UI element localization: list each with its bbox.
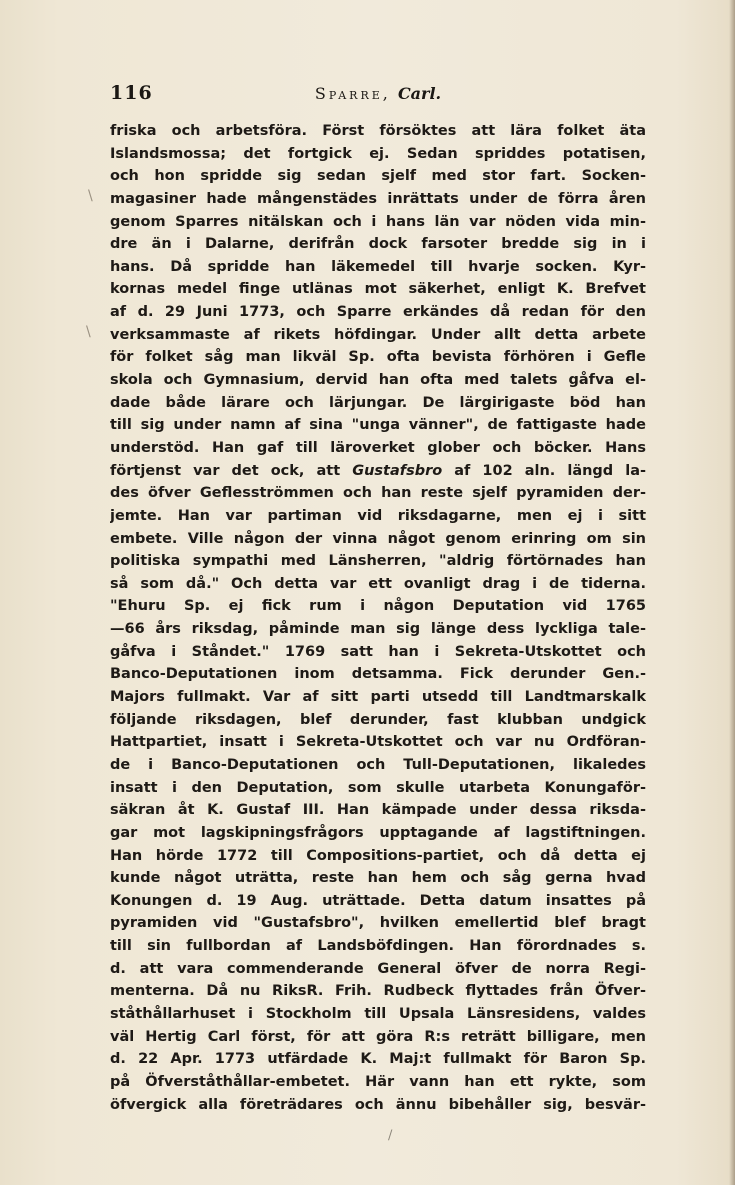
- page-edge-shadow: [729, 0, 735, 1185]
- text-line: Han hörde 1772 till Compositions-partiet, och då detta ej: [110, 847, 646, 864]
- text-line: för folket såg man likväl Sp. ofta bevista förhören i Gefle: [110, 349, 646, 366]
- text-line: embete. Ville någon der vinna något genom erinring om sin: [110, 530, 646, 547]
- running-head-name: Sparre,: [314, 84, 391, 103]
- text-line: hans. Då spridde han läkemedel till hvarje socken. Kyr-: [110, 258, 646, 275]
- text-line: skola och Gymnasium, dervid han ofta med talets gåfva el-: [110, 372, 646, 389]
- text-line: kornas medel finge utlänas mot säkerhet, enligt K. Brefvet: [110, 281, 646, 298]
- text-line: till sig under namn af sina "unga vänner", de fattigaste hade: [110, 417, 646, 434]
- page-number: 116: [110, 82, 153, 104]
- running-head-subject: Carl.: [397, 84, 442, 103]
- margin-mark: \: [88, 188, 93, 204]
- text-line: och hon spridde sig sedan sjelf med stor fart. Socken-: [110, 168, 646, 185]
- text-line: på Öfverståthållar-embetet. Här vann han ett rykte, som: [110, 1073, 646, 1090]
- text-line: menterna. Då nu RiksR. Frih. Rudbeck flyttades från Öfver-: [110, 983, 646, 1000]
- text-line: följande riksdagen, blef derunder, fast klubban undgick: [110, 711, 646, 728]
- text-line: d. att vara commenderande General öfver de norra Regi-: [110, 960, 646, 977]
- text-line: friska och arbetsföra. Först försöktes att lära folket äta: [110, 123, 646, 139]
- text-line: väl Hertig Carl först, för att göra R:s reträtt billigare, men: [110, 1028, 646, 1045]
- text-line: jemte. Han var partiman vid riksdagarne, men ej i sitt: [110, 507, 646, 524]
- text-line: så som då." Och detta var ett ovanligt drag i de tiderna.: [110, 575, 646, 592]
- text-line: de i Banco-Deputationen och Tull-Deputationen, likaledes: [110, 756, 646, 773]
- text-line: förtjenst var det ock, att Gustafsbro af 102 aln. längd la-: [110, 462, 646, 479]
- text-line: gar mot lagskipningsfrågors upptagande af lagstiftningen.: [110, 824, 646, 841]
- text-line: des öfver Geflesströmmen och han reste sjelf pyramiden der-: [110, 485, 646, 502]
- text-line: —66 års riksdag, påminde man sig länge dess lyckliga tale-: [110, 621, 646, 638]
- text-line: understöd. Han gaf till läroverket glober och böcker. Hans: [110, 439, 646, 456]
- text-line: Hattpartiet, insatt i Sekreta-Utskottet och var nu Ordföran-: [110, 734, 646, 751]
- catchword: /: [388, 1128, 393, 1143]
- italic-name: Gustafsbro: [352, 462, 443, 479]
- text-line: pyramiden vid "Gustafsbro", hvilken emellertid blef bragt: [110, 915, 646, 932]
- text-line: verksammaste af rikets höfdingar. Under allt detta arbete: [110, 326, 646, 343]
- text-line: öfvergick alla företrädares och ännu bibehåller sig, besvär-: [110, 1096, 646, 1113]
- text-line: säkran åt K. Gustaf III. Han kämpade under dessa riksda-: [110, 802, 646, 819]
- body-text: [110, 120, 646, 1116]
- text-line: insatt i den Deputation, som skulle utarbeta Konungaför-: [110, 779, 646, 796]
- text-line: dade både lärare och lärjungar. De lärgirigaste böd han: [110, 394, 646, 411]
- text-line: Islandsmossa; det fortgick ej. Sedan spriddes potatisen,: [110, 145, 646, 162]
- text-line: Majors fullmakt. Var af sitt parti utsedd till Landtmarskalk: [110, 689, 646, 706]
- text-line: genom Sparres nitälskan och i hans län var nöden vida min-: [110, 213, 646, 230]
- text-line: gåfva i Ståndet." 1769 satt han i Sekreta-Utskottet och: [110, 643, 646, 660]
- text-line: ståthållarhuset i Stockholm till Upsala Länsresidens, valdes: [110, 1005, 646, 1022]
- text-line: "Ehuru Sp. ej fick rum i någon Deputation vid 1765: [110, 598, 646, 615]
- text-line: af d. 29 Juni 1773, och Sparre erkändes då redan för den: [110, 304, 646, 321]
- text-line: magasiner hade mångenstädes inrättats under de förra åren: [110, 190, 646, 207]
- page-header: [110, 82, 646, 112]
- text-line: till sin fullbordan af Landsböfdingen. Han förordnades s.: [110, 938, 646, 955]
- text-line: politiska sympathi med Länsherren, "aldrig förtörnades han: [110, 553, 646, 570]
- margin-mark: \: [86, 324, 91, 340]
- text-line: Konungen d. 19 Aug. uträttade. Detta datum insattes på: [110, 892, 646, 909]
- text-line: d. 22 Apr. 1773 utfärdade K. Maj:t fullmakt för Baron Sp.: [110, 1051, 646, 1068]
- text-line: Banco-Deputationen inom detsamma. Fick derunder Gen.-: [110, 666, 646, 683]
- text-line: dre än i Dalarne, derifrån dock farsoter bredde sig in i: [110, 236, 646, 253]
- text-line: kunde något uträtta, reste han hem och såg gerna hvad: [110, 870, 646, 887]
- running-head: [110, 84, 646, 103]
